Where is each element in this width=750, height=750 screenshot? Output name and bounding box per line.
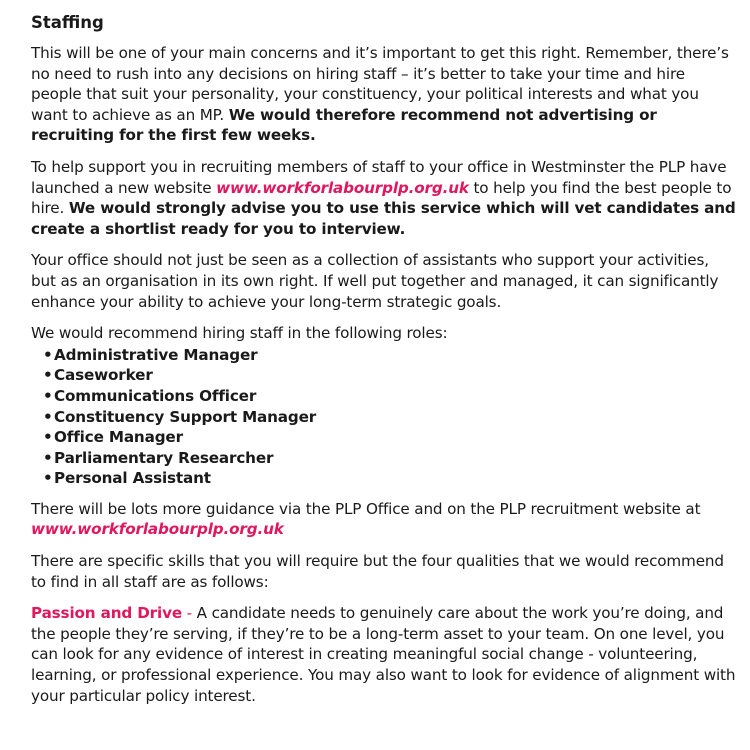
list-item bbox=[43, 345, 736, 366]
list-item bbox=[43, 448, 736, 469]
paragraph-intro-bold: We would therefore recommend not advertising or recruiting for the first few weeks. bbox=[31, 105, 657, 145]
paragraph-website bbox=[31, 157, 736, 239]
paragraph-intro-text: This will be one of your main concerns and it’s important to get this right. Remember, there’s no need to rush into any decisions on hiring staff – it’s better to take your time and hire people that suit your personality, your constituency, your political interests and what you want to achieve as an MP. bbox=[31, 44, 729, 124]
quality-separator: - bbox=[181, 604, 197, 623]
section-title: Staffing bbox=[31, 13, 104, 32]
paragraph-website-after: to help you find the best people to hire. bbox=[31, 178, 732, 218]
bullet-icon: • bbox=[43, 407, 53, 426]
role-label: Personal Assistant bbox=[54, 469, 211, 488]
paragraph-passion bbox=[31, 603, 736, 706]
bullet-icon: • bbox=[43, 448, 53, 467]
paragraph-website-before: To help support you in recruiting members of staff to your office in Westminster the PLP have launched a new website bbox=[31, 157, 727, 197]
website-link[interactable]: www.workforlabourplp.org.uk bbox=[31, 520, 284, 539]
list-item bbox=[43, 386, 736, 407]
list-item bbox=[43, 468, 736, 489]
list-item bbox=[43, 407, 736, 428]
role-label: Caseworker bbox=[54, 366, 153, 385]
bullet-icon: • bbox=[43, 469, 53, 488]
bullet-icon: • bbox=[43, 386, 53, 405]
list-item bbox=[43, 365, 736, 386]
roles-intro: We would recommend hiring staff in the following roles: bbox=[31, 324, 448, 343]
quality-heading: Passion and Drive bbox=[31, 604, 182, 623]
paragraph-guidance-text: There will be lots more guidance via the PLP Office and on the PLP recruitment website at bbox=[31, 499, 701, 518]
role-label: Administrative Manager bbox=[54, 345, 258, 364]
bullet-icon: • bbox=[43, 345, 53, 364]
bullet-icon: • bbox=[43, 428, 53, 447]
role-label: Parliamentary Researcher bbox=[54, 448, 274, 467]
paragraph-office: Your office should not just be seen as a collection of assistants who support your activities, but as an organisation in its own right. If well put together and managed, it can significantly enhance your ability to achieve your long-term strategic goals. bbox=[31, 251, 719, 311]
quality-description: A candidate needs to genuinely care about the work you’re doing, and the people they’re serving, if they’re to be a long-term asset to your team. On one level, you can look for any evidence of interest in creating meaningful social change - volunteering, learning, or professional experience. You may also want to look for evidence of alignment with your particular policy interest. bbox=[31, 604, 736, 705]
paragraph-website-bold: We would strongly advise you to use this service which will vet candidates and create a shortlist ready for you to interview. bbox=[31, 199, 736, 238]
paragraph-intro bbox=[31, 43, 736, 146]
role-label: Communications Officer bbox=[54, 386, 257, 405]
paragraph-guidance bbox=[31, 499, 736, 540]
role-label: Office Manager bbox=[54, 428, 183, 447]
role-label: Constituency Support Manager bbox=[54, 407, 317, 426]
paragraph-qualities: There are specific skills that you will require but the four qualities that we would recommend to find in all staff are as follows: bbox=[31, 552, 724, 591]
bullet-icon: • bbox=[43, 366, 53, 385]
roles-list bbox=[31, 345, 736, 489]
list-item bbox=[43, 427, 736, 448]
website-link[interactable]: www.workforlabourplp.org.uk bbox=[216, 178, 469, 197]
